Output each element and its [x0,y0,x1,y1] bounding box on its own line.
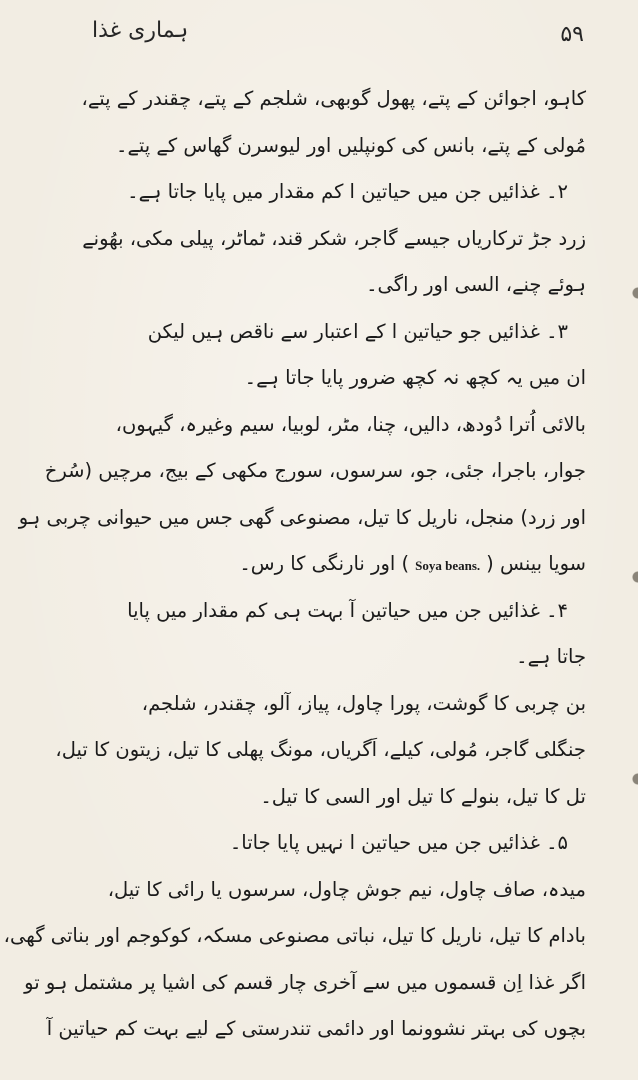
section-2 [30,169,586,309]
text-line: اور زرد) منجل، ناریل کا تیل، مصنوعی گھی جس میں حیوانی چربی ہو [18,505,586,529]
page-body [3,76,586,1053]
text-line: بن چربی کا گوشت، پورا چاول، پیاز، آلو، چقندر، شلجم، [141,691,586,715]
soya-english: Soya beans. [415,558,481,573]
section-3-heading-continued: ان میں یہ کچھ نہ کچھ ضرور پایا جاتا ہے۔ [244,366,586,389]
section-4-heading: ۴۔ غذائیں جن میں حیاتین آ بہت ہی کم مقدار میں پایا [127,598,568,622]
soya-urdu: سویا بینس ( [486,552,586,575]
intro-paragraph [30,76,586,169]
section-4 [30,588,586,821]
page-edge-mark [628,282,638,304]
page-edge-mark [628,566,638,588]
text-line: بچوں کی بہتر نشوونما اور دائمی تندرستی کے لیے بہت کم حیاتین آ [46,1017,586,1040]
text-line: بالائی اُترا دُودھ، دالیں، چنا، مٹر، لوبیا، سیم وغیرہ، گیہوں، [115,412,586,436]
page-edge-mark [628,768,638,790]
text-line: میدہ، صاف چاول، نیم جوش چاول، سرسوں یا رائی کا تیل، [107,877,586,901]
section-3 [18,309,586,588]
text-line: زرد جڑ ترکاریاں جیسے گاجر، شکر قند، ٹماٹر، پیلی مکی، بھُونے [82,226,586,250]
text-line: بادام کا تیل، ناریل کا تیل، نباتی مصنوعی مسکہ، کوکوجم اور بناتی گھی، [3,924,586,947]
section-2-heading: ۲۔ غذائیں جن میں حیاتین ا کم مقدار میں پایا جاتا ہے۔ [127,180,568,203]
section-5-heading: ۵۔ غذائیں جن میں حیاتین ا نہیں پایا جاتا۔ [229,831,568,854]
text-line-soya [30,541,586,588]
section-4-heading-continued: جاتا ہے۔ [516,645,586,668]
page-number: ۵۹ [560,22,584,47]
text-line: جنگلی گاجر، مُولی، کیلے، اَگریاں، مونگ پھلی کا تیل، زیتون کا تیل، [55,738,586,761]
soya-urdu-after: ) اور نارنگی کا رس۔ [239,552,410,575]
text-line: جوار، باجرا، جئی، جو، سرسوں، سورج مکھی کے بیج، مرچیں (سُرخ [44,459,586,482]
page-header [30,18,586,62]
running-title: ہماری غذا [92,18,189,43]
text-line: کاہو، اجوائن کے پتے، پھول گوبھی، شلجم کے پتے، چقندر کے پتے، [81,87,586,110]
section-3-heading: ۳۔ غذائیں جو حیاتین ا کے اعتبار سے ناقص ہیں لیکن [147,319,568,343]
text-line: ہوئے چنے، السی اور راگی۔ [366,273,586,296]
text-line: مُولی کے پتے، بانس کی کونپلیں اور لیوسرن گھاس کے پتے۔ [116,133,586,157]
section-5 [3,820,586,1053]
text-line: اگر غذا اِن قسموں میں سے آخری چار قسم کی اشیا پر مشتمل ہو تو [24,970,586,994]
text-line: تل کا تیل، بنولے کا تیل اور السی کا تیل۔ [260,784,586,808]
